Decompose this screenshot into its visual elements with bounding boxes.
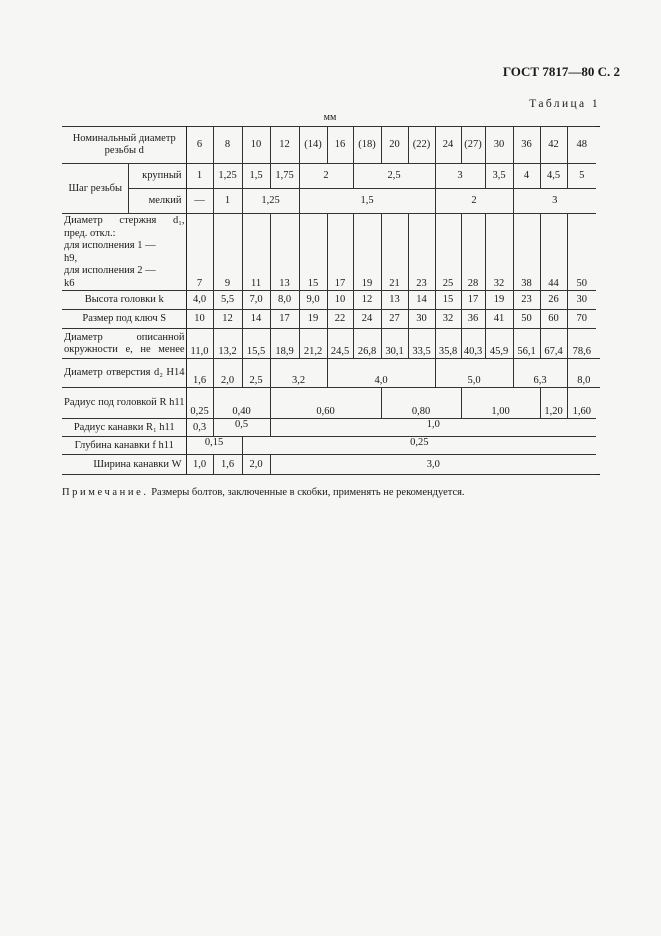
- cell: 44: [540, 214, 567, 291]
- note-prefix: Примечание.: [62, 487, 149, 498]
- cell: 1,5: [242, 164, 270, 189]
- cell: 1,75: [270, 164, 299, 189]
- cell: 0,25: [242, 437, 596, 455]
- table-row-groove-radius: [62, 419, 600, 437]
- cell: 78,6: [567, 329, 596, 359]
- cell: 23: [513, 291, 540, 310]
- note-text: Размеры болтов, заключенные в скобки, применять не рекомендуется.: [148, 487, 465, 498]
- cell: 56,1: [513, 329, 540, 359]
- cell: 19: [299, 310, 327, 329]
- cell: 30: [408, 310, 435, 329]
- cell: 9: [213, 214, 242, 291]
- hole-diameter-label: Диаметр отверстия d₂ H14: [62, 359, 186, 388]
- radius-head-label: Радиус под головкой R h11: [62, 388, 186, 419]
- groove-depth-label: Глубина канавки f h11: [62, 437, 186, 455]
- fine-pitch-label: мелкий: [128, 189, 186, 214]
- cell: 1,0: [186, 455, 213, 475]
- cell: 1,5: [299, 189, 435, 214]
- cell: 1,25: [213, 164, 242, 189]
- cell: 22: [327, 310, 353, 329]
- cell: 3,2: [270, 359, 327, 388]
- cell: 0,80: [381, 388, 461, 419]
- cell: 14: [242, 310, 270, 329]
- cell: 17: [327, 214, 353, 291]
- table-row-groove-depth: [62, 437, 600, 455]
- cell: 1,6: [213, 455, 242, 475]
- cell: 33,5: [408, 329, 435, 359]
- cell: 26: [540, 291, 567, 310]
- cell: 1,6: [186, 359, 213, 388]
- coarse-pitch-label: крупный: [128, 164, 186, 189]
- table-row-pitch-fine: [62, 189, 600, 214]
- cell: 2,0: [242, 455, 270, 475]
- cell: 4,0: [327, 359, 435, 388]
- cell: 3: [435, 164, 485, 189]
- cell: 5,5: [213, 291, 242, 310]
- cell: 38: [513, 214, 540, 291]
- table-row-groove-width: [62, 455, 600, 475]
- cell: 11,0: [186, 329, 213, 359]
- cell: 2,5: [353, 164, 435, 189]
- groove-width-label: Ширина канавки W: [62, 455, 186, 475]
- cell: 5: [567, 164, 596, 189]
- shank-label-line-1: Диаметр стержня d₁,: [64, 215, 185, 226]
- cell: (14): [299, 127, 327, 164]
- groove-radius-label: Радиус канавки R₁ h11: [62, 419, 186, 437]
- table-row-nominal-diameter: [62, 127, 600, 164]
- cell: 8,0: [567, 359, 600, 388]
- cell: 15: [299, 214, 327, 291]
- table-row-hole-diameter: [62, 359, 600, 388]
- cell: (27): [461, 127, 485, 164]
- cell: 3,5: [485, 164, 513, 189]
- cell: 1,0: [270, 419, 596, 437]
- cell: 0,3: [186, 419, 213, 437]
- cell: 2: [299, 164, 353, 189]
- cell: 50: [567, 214, 596, 291]
- cell: 67,4: [540, 329, 567, 359]
- cell: 3: [513, 189, 596, 214]
- cell: 36: [461, 310, 485, 329]
- cell: 7,0: [242, 291, 270, 310]
- cell: 30,1: [381, 329, 408, 359]
- cell: 26,8: [353, 329, 381, 359]
- units-label: мм: [323, 112, 337, 123]
- cell: 17: [270, 310, 299, 329]
- table-row-head-height: [62, 291, 600, 310]
- pitch-label: Шаг резьбы: [62, 164, 128, 214]
- shank-label-line-6: k6: [64, 277, 75, 289]
- cell: 30: [567, 291, 596, 310]
- shank-label-line-4: h9,: [64, 252, 78, 264]
- cell: 1: [213, 189, 242, 214]
- cell: 1,60: [567, 388, 596, 419]
- table-caption: Таблица 1: [529, 98, 600, 110]
- cell: —: [186, 189, 213, 214]
- cell: 30: [485, 127, 513, 164]
- shank-label-line-5: для исполнения 2 —: [64, 265, 156, 276]
- cell: 8,0: [270, 291, 299, 310]
- head-height-label: Высота головки k: [62, 291, 186, 310]
- cell: 24: [435, 127, 461, 164]
- document-header: ГОСТ 7817—80 С. 2: [502, 64, 620, 79]
- cell: 13: [381, 291, 408, 310]
- cell: 18,9: [270, 329, 299, 359]
- cell: 6,3: [513, 359, 567, 388]
- cell: 15,5: [242, 329, 270, 359]
- cell: 12: [213, 310, 242, 329]
- cell: 14: [408, 291, 435, 310]
- cell: 0,60: [270, 388, 381, 419]
- cell: 10: [327, 291, 353, 310]
- cell: 70: [567, 310, 596, 329]
- cell: 1,20: [540, 388, 567, 419]
- cell: 21,2: [299, 329, 327, 359]
- cell: 27: [381, 310, 408, 329]
- cell: 17: [461, 291, 485, 310]
- cell: 32: [435, 310, 461, 329]
- cell: 12: [270, 127, 299, 164]
- cell: 21: [381, 214, 408, 291]
- shank-label-line-3: для исполнения 1 —: [64, 240, 156, 251]
- cell: 23: [408, 214, 435, 291]
- cell: (18): [353, 127, 381, 164]
- cell: 0,25: [186, 388, 213, 419]
- cell: 20: [381, 127, 408, 164]
- cell: 24: [353, 310, 381, 329]
- cell: 41: [485, 310, 513, 329]
- table-row-circumscribed: [62, 329, 600, 359]
- cell: 19: [485, 291, 513, 310]
- cell: 10: [186, 310, 213, 329]
- cell: 6: [186, 127, 213, 164]
- table-row-wrench-size: [62, 310, 600, 329]
- cell: 13: [270, 214, 299, 291]
- table-note: [62, 487, 622, 498]
- cell: 16: [327, 127, 353, 164]
- table-row-shank-diameter: [62, 214, 600, 291]
- cell: 8: [213, 127, 242, 164]
- table-row-pitch-coarse: [62, 164, 600, 189]
- cell: 0,5: [213, 419, 270, 437]
- cell: 28: [461, 214, 485, 291]
- cell: 1,00: [461, 388, 540, 419]
- cell: 3,0: [270, 455, 596, 475]
- cell: (22): [408, 127, 435, 164]
- nominal-diameter-label: Номинальный диаметр резьбы d: [62, 127, 186, 164]
- cell: 7: [186, 214, 213, 291]
- cell: 60: [540, 310, 567, 329]
- cell: 4: [513, 164, 540, 189]
- cell: 45,9: [485, 329, 513, 359]
- cell: 4,0: [186, 291, 213, 310]
- cell: 24,5: [327, 329, 353, 359]
- cell: 11: [242, 214, 270, 291]
- dimensions-table: [62, 126, 600, 475]
- cell: 48: [567, 127, 596, 164]
- cell: 25: [435, 214, 461, 291]
- table-row-radius-head: [62, 388, 600, 419]
- cell: 19: [353, 214, 381, 291]
- cell: 13,2: [213, 329, 242, 359]
- cell: 50: [513, 310, 540, 329]
- cell: 1,25: [242, 189, 299, 214]
- cell: 5,0: [435, 359, 513, 388]
- cell: 12: [353, 291, 381, 310]
- cell: 0,15: [186, 437, 242, 455]
- cell: 1: [186, 164, 213, 189]
- shank-diameter-label: [62, 214, 186, 291]
- shank-label-line-2: пред. откл.:: [64, 227, 116, 239]
- cell: 32: [485, 214, 513, 291]
- circumscribed-label: Диаметр описанной окружности e, не менее: [62, 329, 186, 359]
- cell: 15: [435, 291, 461, 310]
- cell: 2,5: [242, 359, 270, 388]
- cell: 40,3: [461, 329, 485, 359]
- cell: 2,0: [213, 359, 242, 388]
- cell: 42: [540, 127, 567, 164]
- cell: 35,8: [435, 329, 461, 359]
- cell: 2: [435, 189, 513, 214]
- cell: 10: [242, 127, 270, 164]
- cell: 36: [513, 127, 540, 164]
- cell: 9,0: [299, 291, 327, 310]
- wrench-size-label: Размер под ключ S: [62, 310, 186, 329]
- cell: 0,40: [213, 388, 270, 419]
- cell: 4,5: [540, 164, 567, 189]
